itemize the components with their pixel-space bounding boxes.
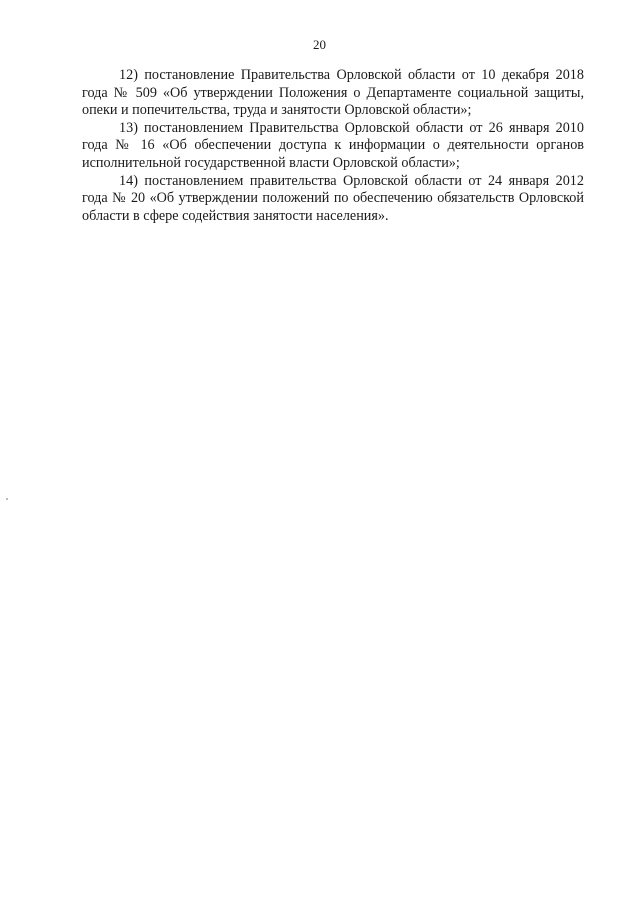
list-item-14: 14) постановлением правительства Орловской области от 24 января 2012 года № 20 «Об утверждении положений по обеспечению обязательств Орловской области в сфере содействия занятости населения». — [82, 172, 584, 224]
scan-speck — [6, 498, 8, 500]
list-item-12: 12) постановление Правительства Орловской области от 10 декабря 2018 года № 509 «Об утверждении Положения о Департаменте социальной защиты, опеки и попечительства, труда и занятости Орловской области»; — [82, 67, 584, 119]
document-body — [82, 67, 584, 225]
page-number: 20 — [313, 37, 326, 52]
list-item-13: 13) постановлением Правительства Орловской области от 26 января 2010 года № 16 «Об обеспечении доступа к информации о деятельности органов исполнительной государственной власти Орловской области»; — [82, 119, 584, 171]
